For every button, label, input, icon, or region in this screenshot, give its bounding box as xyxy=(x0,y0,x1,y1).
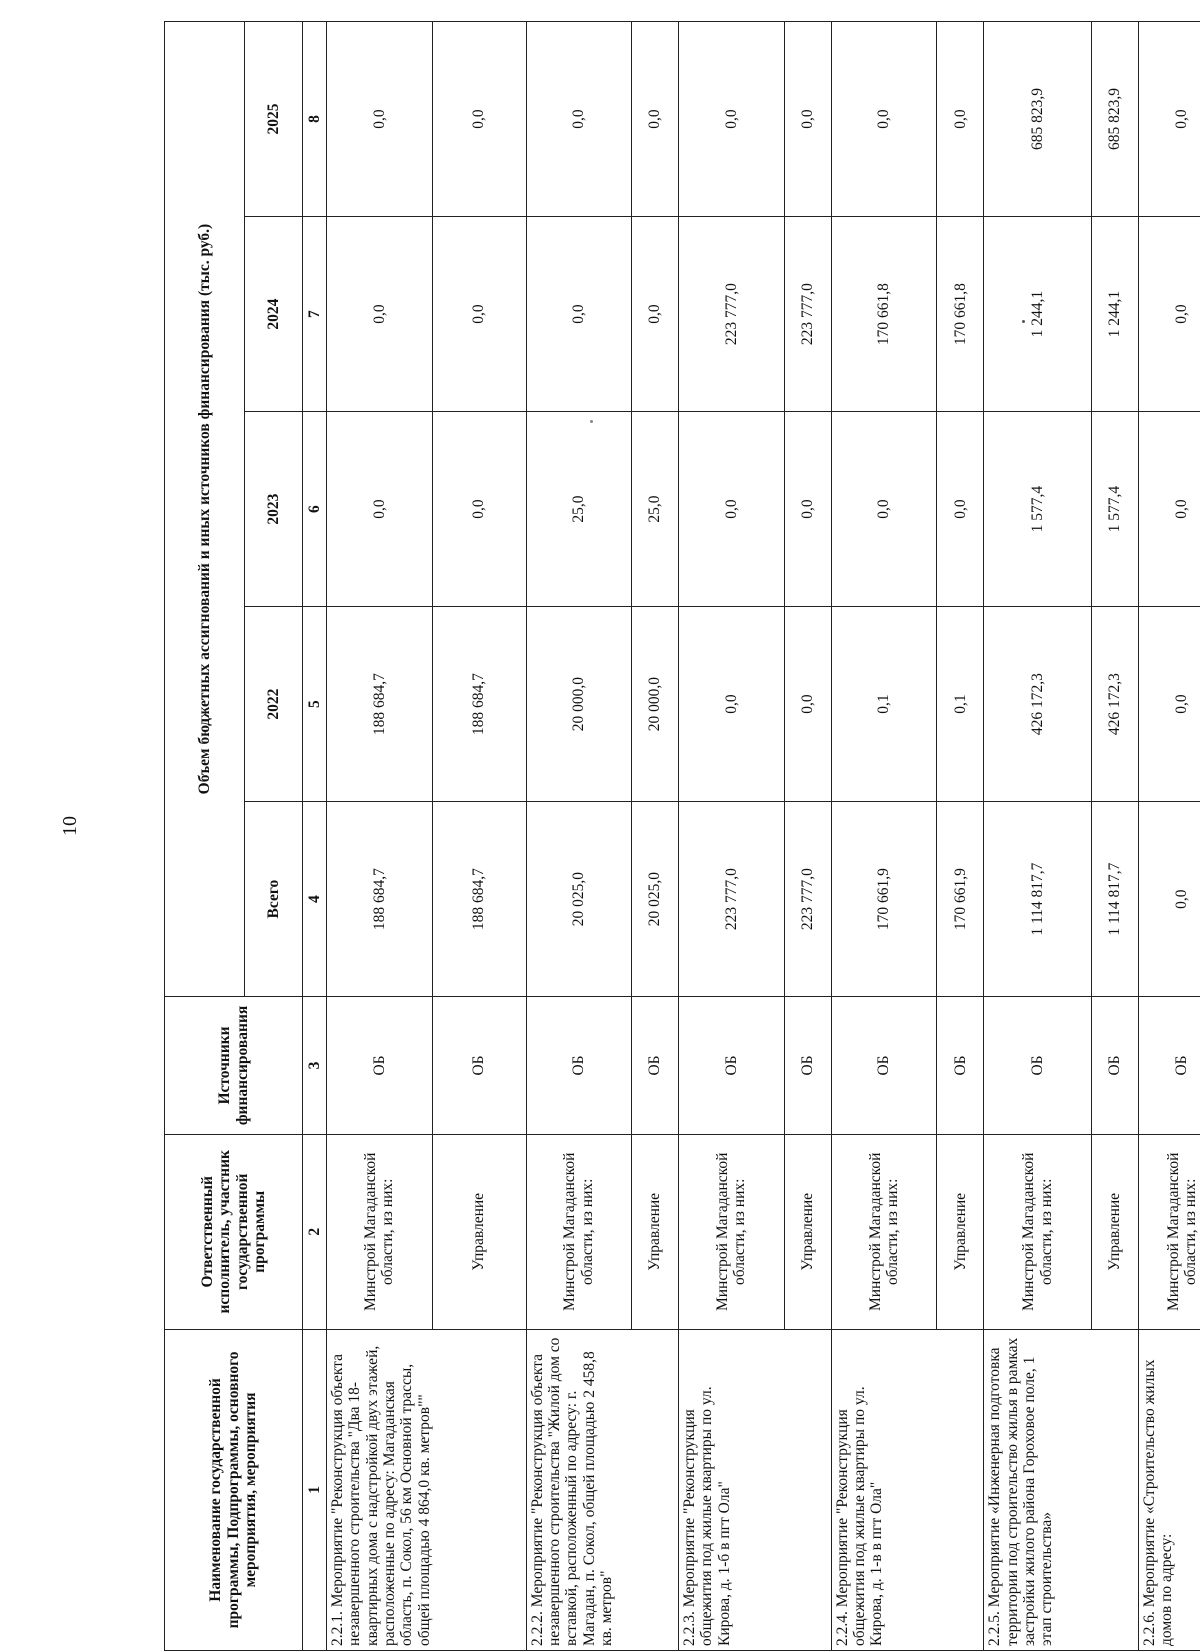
value-cell: 0,0 xyxy=(831,22,937,217)
value-cell: 0,0 xyxy=(679,22,785,217)
value-cell: 170 661,8 xyxy=(937,217,984,412)
value-cell: 20 000,0 xyxy=(526,607,632,802)
value-cell: 0,0 xyxy=(432,217,526,412)
measure-name: 2.2.5. Мероприятие «Инженерная подготовка территории под строительство жилья в рамках застройки жилого района Гороховое поле, 1 этап строительства» xyxy=(984,1329,1139,1650)
value-cell: 0,0 xyxy=(432,22,526,217)
source-cell: ОБ xyxy=(984,997,1092,1135)
value-cell: 426 172,3 xyxy=(1092,607,1139,802)
header-year: Всего xyxy=(245,802,303,997)
value-cell: 188 684,7 xyxy=(327,607,433,802)
executor-cell: Минстрой Магаданской области, из них: xyxy=(679,1134,785,1329)
value-cell: 0,0 xyxy=(1139,217,1200,412)
measure-name: 2.2.2. Мероприятие "Реконструкция объекта незавершенного строительства "Жилой дом со вставкой, расположенный по адресу: г. Магадан, п. Сокол, общей площадью 2 458,8 кв. метров" xyxy=(526,1329,679,1650)
column-number: 4 xyxy=(303,802,327,997)
executor-cell: Минстрой Магаданской области, из них: xyxy=(984,1134,1092,1329)
value-cell: 170 661,9 xyxy=(831,802,937,997)
value-cell: 0,0 xyxy=(937,412,984,607)
measure-name: 2.2.3. Мероприятие "Реконструкция общежития под жилые квартиры по ул. Кирова, д. 1-б в пгт Ола" xyxy=(679,1329,832,1650)
value-cell: 1 577,4 xyxy=(984,412,1092,607)
value-cell: 20 025,0 xyxy=(632,802,679,997)
value-cell: 426 172,3 xyxy=(984,607,1092,802)
value-cell: 0,0 xyxy=(831,412,937,607)
measure-name: 2.2.1. Мероприятие "Реконструкция объекта незавершенного строительства "Два 18-квартирных дома с надстройкой двух этажей, расположенные по адресу: Магаданская область, п. Сокол, 56 км Основной трассы, общей площадью 4 864,0 кв. метров"" xyxy=(327,1329,527,1650)
value-cell: 0,0 xyxy=(632,22,679,217)
value-cell: 0,1 xyxy=(937,607,984,802)
column-number: 1 xyxy=(303,1329,327,1650)
measure-name: 2.2.4. Мероприятие "Реконструкция общежития под жилые квартиры по ул. Кирова, д. 1-в в пгт Ола" xyxy=(831,1329,984,1650)
value-cell: 1 244,1 xyxy=(1092,217,1139,412)
value-cell: 0,0 xyxy=(679,412,785,607)
header-row xyxy=(165,22,245,1651)
executor-cell: Минстрой Магаданской области, из них: xyxy=(327,1134,433,1329)
value-cell: 188 684,7 xyxy=(432,802,526,997)
source-cell: ОБ xyxy=(784,997,831,1135)
source-cell: ОБ xyxy=(432,997,526,1135)
value-cell: 223 777,0 xyxy=(679,217,785,412)
header-year: 2023 xyxy=(245,412,303,607)
value-cell: 1 244,1 xyxy=(984,217,1092,412)
financing-table xyxy=(164,21,1200,1651)
value-cell: 188 684,7 xyxy=(432,607,526,802)
value-cell: 0,0 xyxy=(526,217,632,412)
table-container xyxy=(164,21,1200,1651)
value-cell: 0,0 xyxy=(1139,22,1200,217)
header-name: Наименование государственной программы, Подпрограммы, основного мероприятия, мероприятия xyxy=(165,1329,303,1650)
value-cell: 170 661,9 xyxy=(937,802,984,997)
value-cell: 20 025,0 xyxy=(526,802,632,997)
executor-cell: Управление xyxy=(432,1134,526,1329)
value-cell: 1 577,4 xyxy=(1092,412,1139,607)
header-year: 2022 xyxy=(245,607,303,802)
column-numbers-row xyxy=(303,22,327,1651)
executor-cell: Управление xyxy=(937,1134,984,1329)
source-cell: ОБ xyxy=(526,997,632,1135)
measure-name: 2.2.6. Мероприятие «Строительство жилых домов по адресу: xyxy=(1139,1329,1200,1650)
value-cell: 223 777,0 xyxy=(679,802,785,997)
value-cell: 0,0 xyxy=(679,607,785,802)
value-cell: 0,0 xyxy=(784,412,831,607)
header-executor: Ответственный исполнитель, участник государственной программы xyxy=(165,1134,303,1329)
table-row xyxy=(526,22,632,1651)
table-row xyxy=(831,22,937,1651)
executor-cell: Минстрой Магаданской области, из них: xyxy=(831,1134,937,1329)
column-number: 2 xyxy=(303,1134,327,1329)
value-cell: 25,0 xyxy=(632,412,679,607)
value-cell: 0,1 xyxy=(831,607,937,802)
source-cell: ОБ xyxy=(1139,997,1200,1135)
value-cell: 0,0 xyxy=(327,22,433,217)
column-number: 5 xyxy=(303,607,327,802)
executor-cell: Минстрой Магаданской области, из них: xyxy=(526,1134,632,1329)
value-cell: 685 823,9 xyxy=(1092,22,1139,217)
value-cell: 0,0 xyxy=(1139,607,1200,802)
value-cell: 20 000,0 xyxy=(632,607,679,802)
column-number: 7 xyxy=(303,217,327,412)
column-number: 8 xyxy=(303,22,327,217)
source-cell: ОБ xyxy=(937,997,984,1135)
executor-cell: Управление xyxy=(1092,1134,1139,1329)
value-cell: 1 114 817,7 xyxy=(984,802,1092,997)
value-cell: 0,0 xyxy=(784,22,831,217)
value-cell: 0,0 xyxy=(1139,412,1200,607)
value-cell: 170 661,8 xyxy=(831,217,937,412)
table-row xyxy=(679,22,785,1651)
header-year: 2024 xyxy=(245,217,303,412)
value-cell: 188 684,7 xyxy=(327,802,433,997)
value-cell: 0,0 xyxy=(526,22,632,217)
executor-cell: Управление xyxy=(632,1134,679,1329)
value-cell: 685 823,9 xyxy=(984,22,1092,217)
value-cell: 223 777,0 xyxy=(784,217,831,412)
header-source: Источники финансирования xyxy=(165,997,303,1135)
page-number: 10 xyxy=(59,816,81,836)
value-cell: 1 114 817,7 xyxy=(1092,802,1139,997)
column-number: 6 xyxy=(303,412,327,607)
table-row xyxy=(1139,22,1200,1651)
column-number: 3 xyxy=(303,997,327,1135)
value-cell: 0,0 xyxy=(1139,802,1200,997)
value-cell: 25,0 xyxy=(526,412,632,607)
source-cell: ОБ xyxy=(831,997,937,1135)
value-cell: 0,0 xyxy=(327,412,433,607)
value-cell: 0,0 xyxy=(784,607,831,802)
header-volume: Объем бюджетных ассигнований и иных источников финансирования (тыс. руб.) xyxy=(165,22,245,997)
source-cell: ОБ xyxy=(1092,997,1139,1135)
source-cell: ОБ xyxy=(327,997,433,1135)
value-cell: 0,0 xyxy=(327,217,433,412)
source-cell: ОБ xyxy=(632,997,679,1135)
value-cell: 0,0 xyxy=(432,412,526,607)
value-cell: 0,0 xyxy=(937,22,984,217)
table-row xyxy=(327,22,433,1651)
header-year: 2025 xyxy=(245,22,303,217)
source-cell: ОБ xyxy=(679,997,785,1135)
value-cell: 0,0 xyxy=(632,217,679,412)
executor-cell: Управление xyxy=(784,1134,831,1329)
executor-cell: Минстрой Магаданской области, из них: xyxy=(1139,1134,1200,1329)
table-row xyxy=(984,22,1092,1651)
value-cell: 223 777,0 xyxy=(784,802,831,997)
